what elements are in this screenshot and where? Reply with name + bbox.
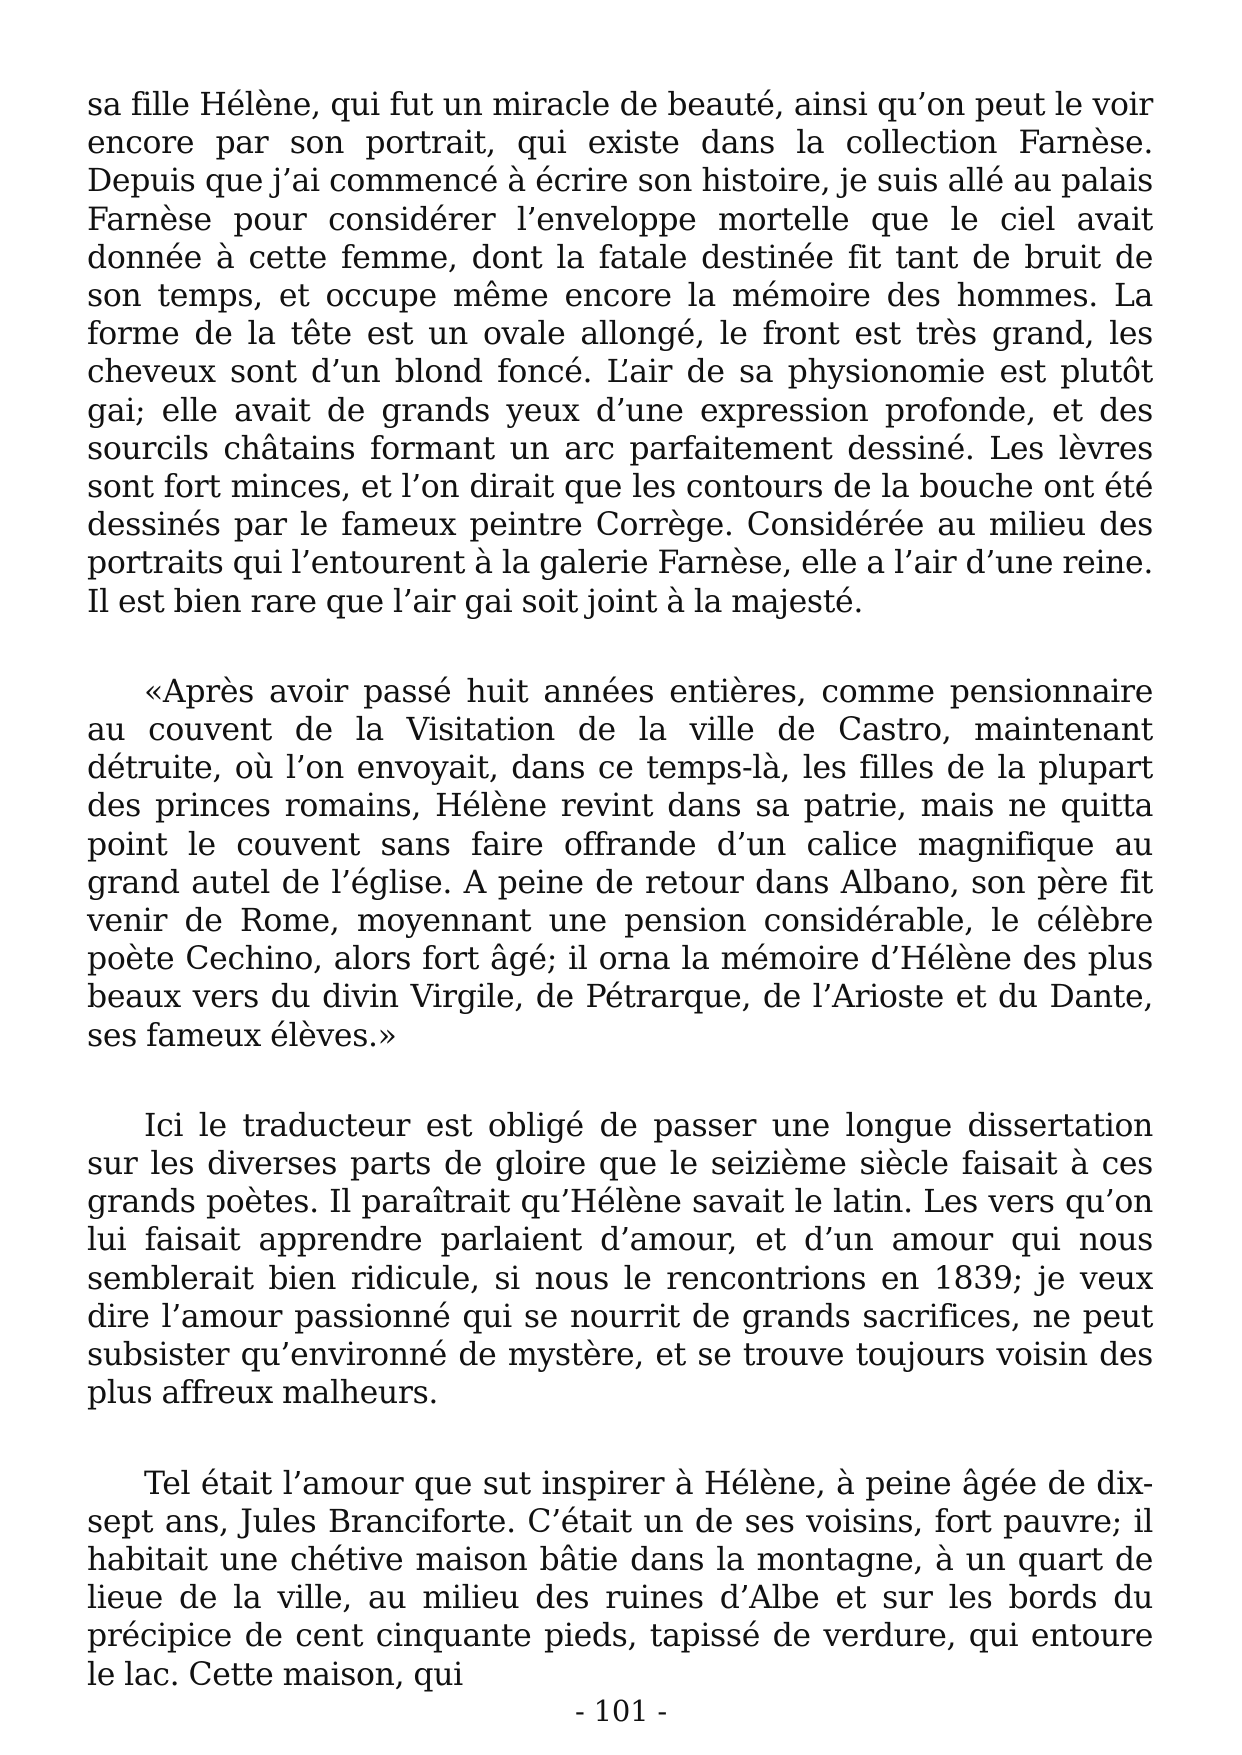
paragraph-quote: «Après avoir passé huit années entières, comme pensionnaire au couvent de la Visitation de la ville de Castro, maintenant détruite, où l’on envoyait, dans ce temps-là, les filles de la plupart des princes romains, Hélène revint dans sa patrie, mais ne quitta point le couvent sans faire offrande d’un calice magnifique au grand autel de l’église. A peine de retour dans Albano, son père fit venir de Rome, moyennant une pension considérable, le célèbre poète Cechino, alors fort âgé; il orna la mémoire d’Hélène des plus beaux vers du divin Virgile, de Pétrarque, de l’Arioste et du Dante, ses fameux élèves.» — [87, 673, 1153, 1054]
paragraph-jules-branciforte: Tel était l’amour que sut inspirer à Hélène, à peine âgée de dix-sept ans, Jules Branciforte. C’était un de ses voisins, fort pauvre; il habitait une chétive maison bâtie dans la montagne, à un quart de lieue de la ville, au milieu des ruines d’Albe et sur les bords du précipice de cent cinquante pieds, tapissé de verdure, qui entoure le lac. Cette maison, qui — [87, 1465, 1153, 1693]
body-text — [87, 86, 1153, 1694]
paragraph-continuation: sa fille Hélène, qui fut un miracle de beauté, ainsi qu’on peut le voir encore par son portrait, qui existe dans la collection Farnèse. Depuis que j’ai commencé à écrire son histoire, je suis allé au palais Farnèse pour considérer l’enveloppe mortelle que le ciel avait donnée à cette femme, dont la fatale destinée fit tant de bruit de son temps, et occupe même encore la mémoire des hommes. La forme de la tête est un ovale allongé, le front est très grand, les cheveux sont d’un blond foncé. L’air de sa physionomie est plutôt gai; elle avait de grands yeux d’une expression profonde, et des sourcils châtains formant un arc parfaitement dessiné. Les lèvres sont fort minces, et l’on dirait que les contours de la bouche ont été dessinés par le fameux peintre Corrège. Considérée au milieu des portraits qui l’entourent à la galerie Farnèse, elle a l’air d’une reine. Il est bien rare que l’air gai soit joint à la majesté. — [87, 87, 1153, 620]
page-number: - 101 - — [575, 1694, 667, 1728]
paragraph-translator-note: Ici le traducteur est obligé de passer une longue dissertation sur les diverses parts de gloire que le seizième siècle faisait à ces grands poètes. Il paraîtrait qu’Hélène savait le latin. Les vers qu’on lui faisait apprendre parlaient d’amour, et d’un amour qui nous semblerait bien ridicule, si nous le rencontrions en 1839; je veux dire l’amour passionné qui se nourrit de grands sacrifices, ne peut subsister qu’environné de mystère, et se trouve toujours voisin des plus affreux malheurs. — [87, 1107, 1153, 1412]
